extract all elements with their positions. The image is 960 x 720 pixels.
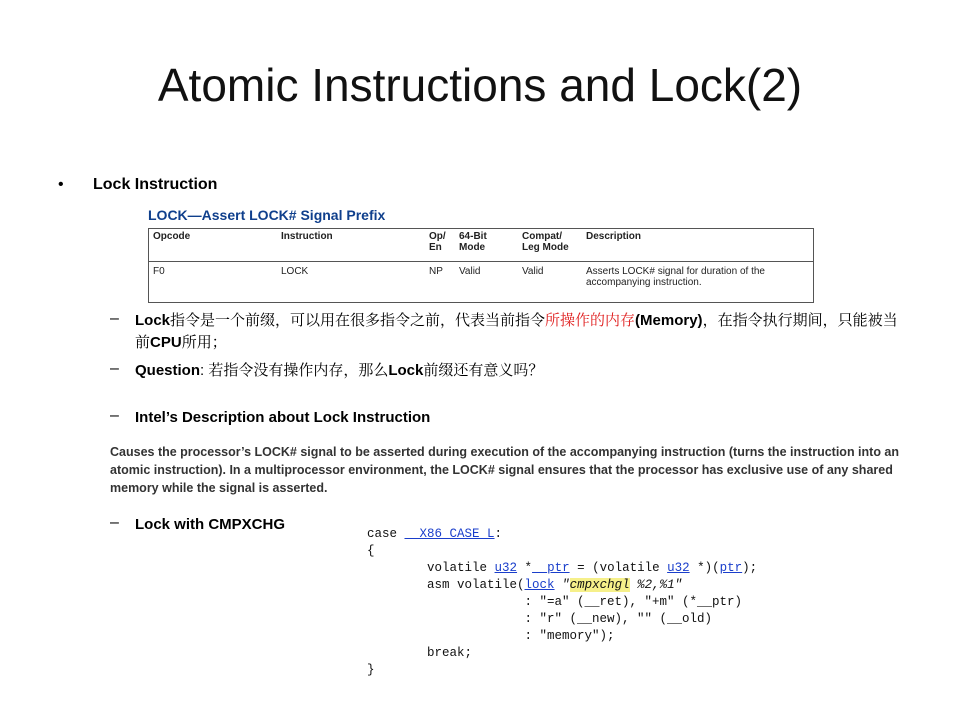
code-line: { — [367, 544, 375, 558]
header-opcode: Opcode — [149, 229, 278, 262]
code-line: break; — [367, 646, 473, 660]
explanation-text-2: ，在指令执行期间，只能被当前 — [135, 312, 898, 351]
cpu-keyword: CPU — [150, 334, 182, 351]
table-title: LOCK—Assert LOCK# Signal Prefix — [148, 207, 386, 223]
cmpxchg-heading: Lock with CMPXCHG — [135, 516, 286, 533]
code-line: } — [367, 663, 375, 677]
code-line: case __X86_CASE_L: — [367, 527, 503, 541]
question-item — [135, 360, 543, 382]
lock-explanation — [135, 310, 905, 354]
lock-prefix-table — [148, 228, 814, 303]
explanation-text: 指令是一个前缀，可以用在很多指令之前，代表当前指令 — [170, 312, 546, 329]
header-instruction: Instruction — [277, 229, 425, 262]
header-op-en: Op/ En — [425, 229, 455, 262]
code-line: : "r" (__new), "" (__old) — [367, 612, 713, 626]
dash-marker: – — [110, 310, 119, 327]
lock-keyword: Lock — [135, 312, 171, 329]
code-line: : "memory"); — [367, 629, 615, 643]
slide-title: Atomic Instructions and Lock(2) — [157, 59, 803, 111]
code-snippet — [367, 526, 757, 679]
explanation-text-3: 所用； — [181, 334, 227, 351]
header-description: Description — [582, 229, 814, 262]
dash-marker: – — [110, 360, 119, 377]
intel-description-text: Causes the processor’s LOCK# signal to be asserted during execution of the accompanying instruction (turns the instruction into an atomic instruction). In a multiprocessor environment, the LOCK# signal ensures that the processor has exclusive use of any shared memory while the signal is asserted. — [110, 445, 900, 495]
cell-op-en: NP — [429, 266, 443, 277]
highlighted-memory-text: 所操作的内存 — [545, 312, 636, 329]
dash-marker: – — [110, 514, 119, 531]
cell-instruction: LOCK — [281, 266, 309, 277]
cell-64bit-mode: Valid — [459, 266, 481, 277]
question-text: : 若指令没有操作内存，那么 — [200, 362, 389, 379]
table-row — [149, 262, 814, 303]
bullet-lock-instruction: Lock Instruction — [93, 176, 218, 193]
question-label: Question — [135, 362, 201, 379]
table-header-row — [149, 229, 814, 262]
cell-description: Asserts LOCK# signal for duration of the accompanying instruction. — [586, 266, 765, 288]
header-compat-mode: Compat/ Leg Mode — [518, 229, 582, 262]
intel-description-heading: Intel’s Description about Lock Instruction — [135, 409, 431, 426]
code-line: : "=a" (__ret), "+m" (*__ptr) — [367, 595, 743, 609]
header-64bit-mode: 64-Bit Mode — [455, 229, 518, 262]
cell-opcode: F0 — [153, 266, 165, 277]
bullet-dot: • — [58, 176, 64, 193]
memory-keyword: (Memory) — [635, 312, 703, 329]
question-tail: 前缀还有意义吗？ — [423, 362, 544, 379]
question-lock-keyword: Lock — [388, 362, 424, 379]
dash-marker: – — [110, 407, 119, 424]
cell-compat-mode: Valid — [522, 266, 544, 277]
code-line: asm volatile(lock "cmpxchgl %2,%1" — [367, 578, 683, 592]
code-line: volatile u32 *__ptr = (volatile u32 *)(ptr); — [367, 561, 758, 575]
